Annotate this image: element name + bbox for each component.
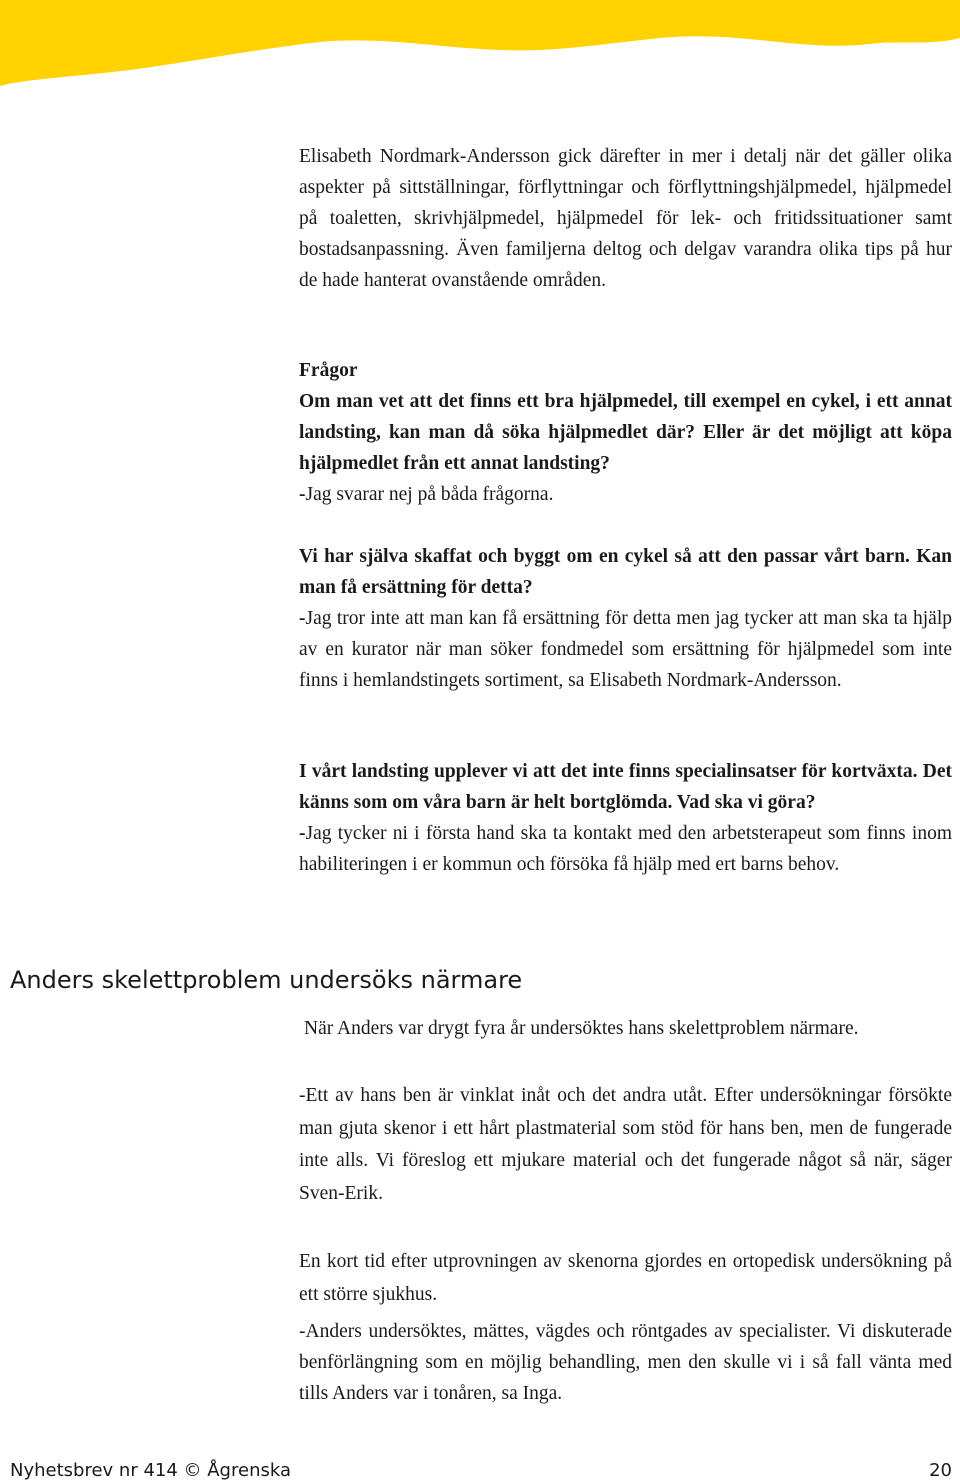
answer-3-text: Jag tycker ni i första hand ska ta kontakt med den arbetsterapeut som finns inom habiliteringen i er kommun och försöka få hjälp med ert barns behov.	[299, 823, 952, 875]
question-3-block	[299, 756, 952, 880]
yellow-header-banner	[0, 0, 960, 90]
answer-2-dash: -	[299, 608, 306, 629]
banner-shape	[0, 0, 960, 86]
section-p1: När Anders var drygt fyra år undersöktes hans skelettproblem närmare.	[304, 1018, 859, 1039]
section-paragraph-3	[299, 1246, 952, 1311]
section-paragraph-2	[299, 1080, 952, 1210]
section-heading: Anders skelettproblem undersöks närmare	[10, 966, 523, 994]
section-p3: En kort tid efter utprovningen av skenorna gjordes en ortopedisk undersökning på ett större sjukhus.	[299, 1251, 952, 1305]
question-2-block	[299, 541, 952, 696]
page-footer	[10, 1458, 952, 1482]
question-2: Vi har själva skaffat och byggt om en cykel så att den passar vårt barn. Kan man få ersättning för detta?	[299, 546, 952, 598]
footer-publication: Nyhetsbrev nr 414 © Ågrenska	[10, 1459, 291, 1481]
questions-block	[299, 355, 952, 510]
body-column	[299, 141, 952, 296]
question-3: I vårt landsting upplever vi att det inte finns specialinsatser för kortväxta. Det känns som om våra barn är helt bortglömda. Vad ska vi göra?	[299, 761, 952, 813]
answer-1-text: Jag svarar nej på båda frågorna.	[305, 484, 554, 505]
question-1: Om man vet att det finns ett bra hjälpmedel, till exempel en cykel, i ett annat landsting, kan man då söka hjälpmedlet där? Eller är det möjligt att köpa hjälpmedlet från ett annat landsting?	[299, 391, 952, 474]
answer-3-dash: -	[299, 823, 306, 844]
page-number: 20	[929, 1459, 952, 1481]
intro-paragraph: Elisabeth Nordmark-Andersson gick därefter in mer i detalj när det gäller olika aspekter på sittställningar, förflyttningar och förflyttningshjälpmedel, hjälpmedel på toaletten, skrivhjälpmedel, hjälpmedel för lek- och fritidssituationer samt bostadsanpassning. Även familjerna deltog och delgav varandra olika tips på hur de hade hanterat ovanstående områden.	[299, 146, 952, 291]
answer-2	[299, 603, 952, 696]
fragor-heading: Frågor	[299, 360, 358, 381]
answer-3	[299, 818, 952, 880]
answer-1-dash: -	[299, 484, 306, 505]
section-p2: -Ett av hans ben är vinklat inåt och det andra utåt. Efter undersökningar försökte man gjuta skenor i ett hårt plastmaterial som stöd för hans ben, men de fungerade inte alls. Vi föreslog ett mjukare material och det fungerade något så när, säger Sven-Erik.	[299, 1085, 952, 1204]
answer-2-text: Jag tror inte att man kan få ersättning för detta men jag tycker att man ska ta hjälp av en kurator när man söker fondmedel som ersättning för hjälpmedel som inte finns i hemlandstingets sortiment, sa Elisabeth Nordmark-Andersson.	[299, 608, 952, 691]
section-p4: -Anders undersöktes, mättes, vägdes och röntgades av specialister. Vi diskuterade benförlängning som en möjlig behandling, men den skulle vi i så fall vänta med tills Anders var i tonåren, sa Inga.	[299, 1321, 952, 1404]
section-paragraph-1	[299, 1013, 952, 1044]
section-paragraph-4	[299, 1316, 952, 1409]
answer-1	[299, 479, 952, 510]
